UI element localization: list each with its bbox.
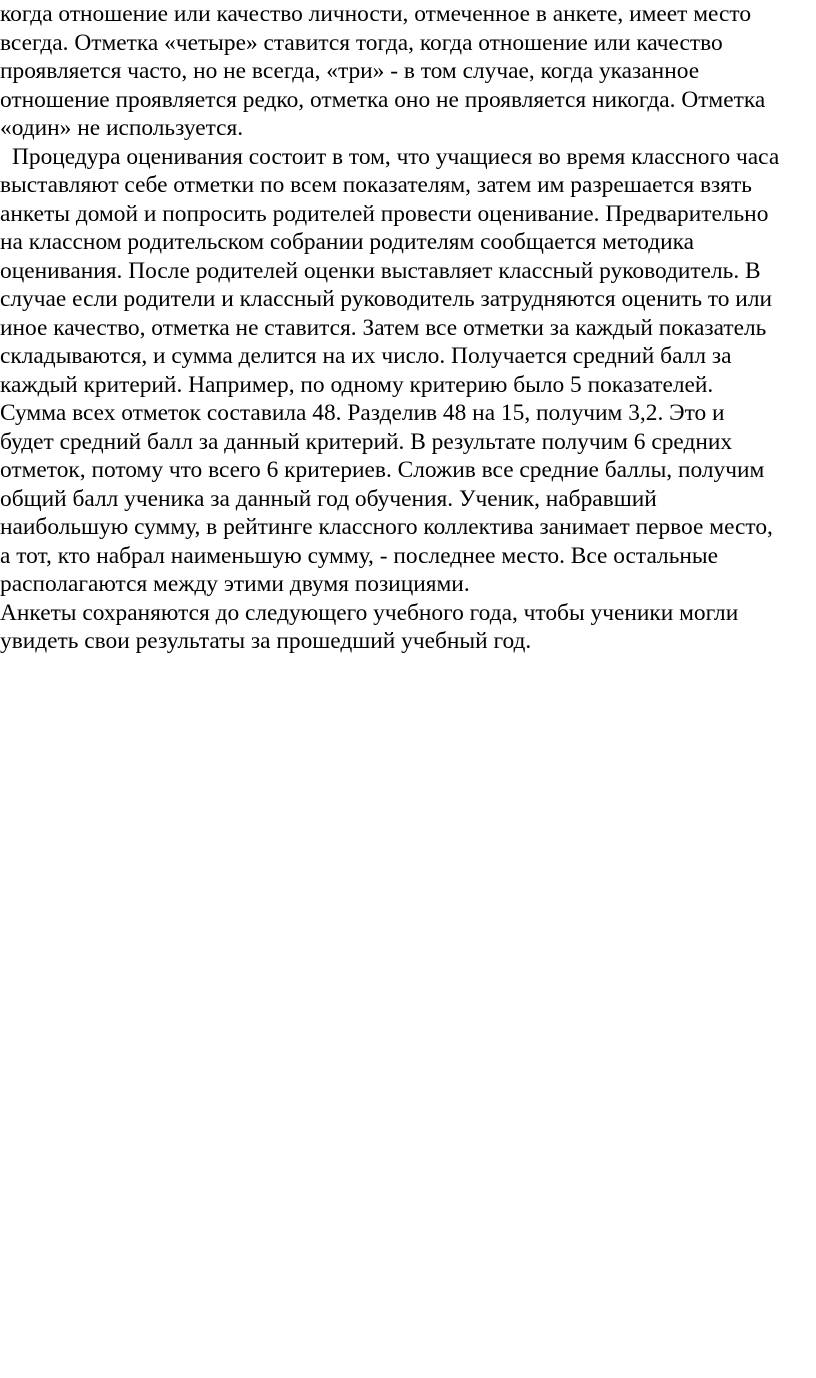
text-line: выставляют себе отметки по всем показателям, затем им разрешается взять (0, 172, 752, 198)
text-line: наибольшую сумму, в рейтинге классного коллектива занимает первое место, (0, 514, 773, 540)
text-line: «один» не используется. (0, 115, 244, 141)
text-line: отметок, потому что всего 6 критериев. Сложив все средние баллы, получим (0, 457, 765, 483)
text-line: на классном родительском собрании родителям сообщается методика (0, 229, 695, 255)
text-line: увидеть свои результаты за прошедший учебный год. (0, 628, 532, 654)
text-line: оценивания. После родителей оценки выставляет классный руководитель. В (0, 257, 761, 284)
text-line: Процедура оценивания состоит в том, что учащиеся во время классного часа (12, 143, 780, 170)
paragraph-2 (0, 143, 816, 599)
text-line: анкеты домой и попросить родителей провести оценивание. Предварительно (0, 200, 769, 227)
document-text (0, 0, 816, 656)
text-line: Анкеты сохраняются до следующего учебного года, чтобы ученики могли (0, 599, 739, 626)
text-line: складываются, и сумма делится на их число. Получается средний балл за (0, 343, 732, 369)
paragraph-3 (0, 599, 816, 656)
paragraph-1 (0, 0, 816, 143)
text-line: иное качество, отметка не ставится. Затем все отметки за каждый показатель (0, 314, 767, 341)
text-line: всегда. Отметка «четыре» ставится тогда, когда отношение или качество (0, 29, 723, 56)
text-line: проявляется часто, но не всегда, «три» - в том случае, когда указанное (0, 58, 700, 84)
text-line: располагаются между этими двумя позициями. (0, 571, 470, 597)
text-line: когда отношение или качество личности, отмеченное в анкете, имеет место (0, 1, 752, 27)
text-line: общий балл ученика за данный год обучения. Ученик, набравший (0, 485, 657, 512)
text-line: будет средний балл за данный критерий. В результате получим 6 средних (0, 428, 733, 455)
text-line: Сумма всех отметок составила 48. Разделив 48 на 15, получим 3,2. Это и (0, 400, 725, 426)
text-line: а тот, кто набрал наименьшую сумму, - последнее место. Все остальные (0, 542, 718, 569)
text-line: отношение проявляется редко, отметка оно не проявляется никогда. Отметка (0, 86, 766, 113)
text-line: каждый критерий. Например, по одному критерию было 5 показателей. (0, 371, 714, 398)
text-line: случае если родители и классный руководитель затрудняются оценить то или (0, 286, 773, 312)
